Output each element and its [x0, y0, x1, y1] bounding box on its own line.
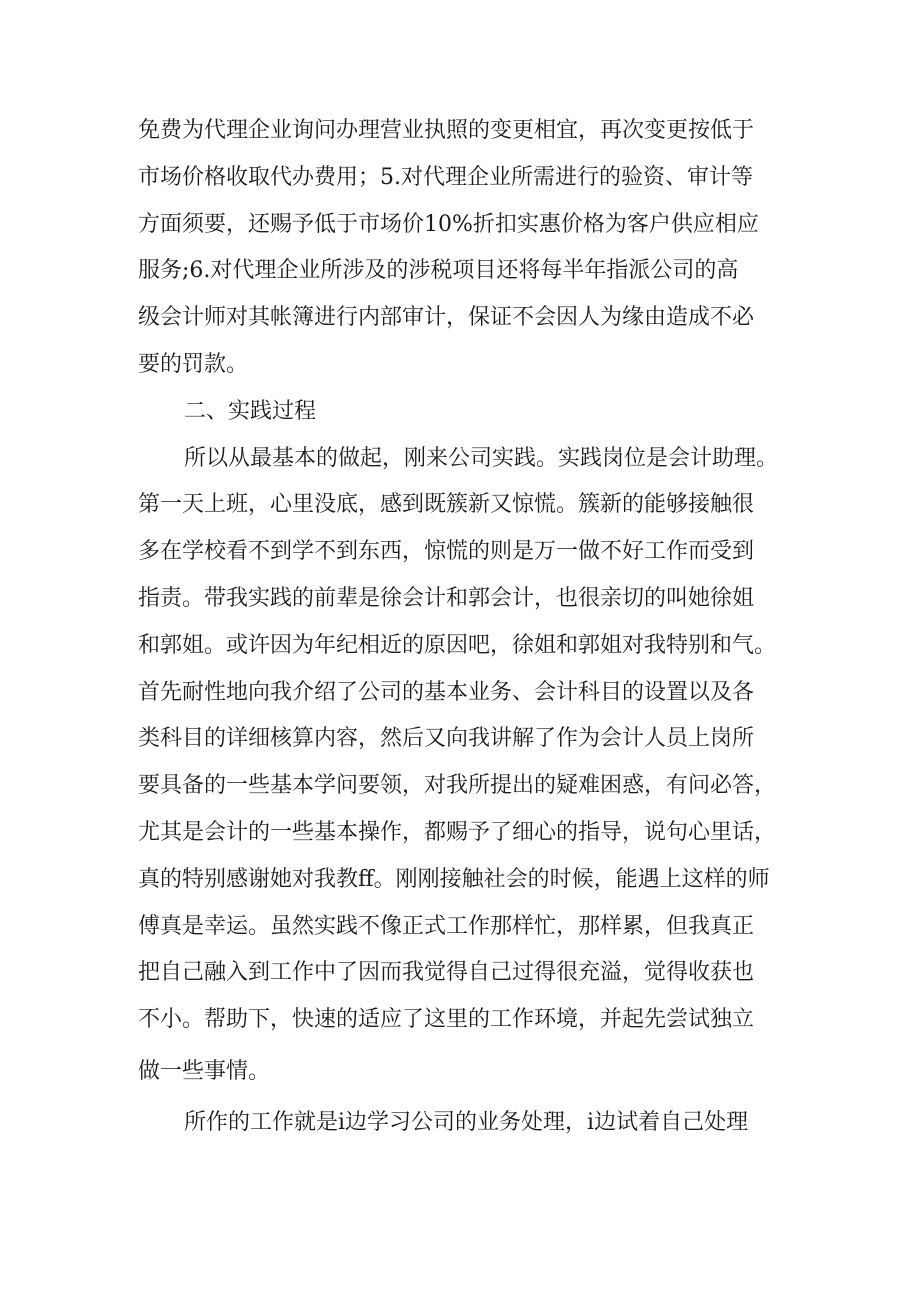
- text-line: 把自己融入到工作中了因而我觉得自己过得很充溢，觉得收获也: [138, 960, 755, 986]
- text-line: 多在学校看不到学不到东西，惊慌的则是万一做不好工作而受到: [138, 539, 755, 565]
- text-line: 指责。带我实践的前辈是徐会计和郭会计，也很亲切的叫她徐姐: [138, 585, 755, 611]
- text-line: 所以从最基本的做起，刚来公司实践。实践岗位是会计助理。: [184, 445, 779, 471]
- text-line: 要的罚款。: [138, 351, 249, 377]
- text-line: 免费为代理企业询问办理营业执照的变更相宜，再次变更按低于: [138, 118, 755, 143]
- text-line: 类科目的详细核算内容，然后又向我讲解了作为会计人员上岗所: [138, 726, 755, 752]
- text-line: 级会计师对其帐簿进行内部审计，保证不会因人为缘由造成不必: [138, 305, 755, 331]
- text-line: 首先耐性地向我介绍了公司的基本业务、会计科目的设置以及各: [138, 679, 755, 705]
- text-line: 尤其是会计的一些基本操作，都赐予了细心的指导，说句心里话，: [138, 819, 777, 845]
- text-line: 不小。帮助下，快速的适应了这里的工作环境，并起先尝试独立: [138, 1007, 755, 1033]
- text-line: 所作的工作就是i边学习公司的业务处理，i边试着自己处理: [184, 1109, 749, 1135]
- section-heading: 二、实践过程: [184, 398, 317, 424]
- text-line: 第一天上班，心里没底，感到既簇新又惊慌。簇新的能够接触很: [138, 492, 755, 518]
- text-line: 和郭姐。或许因为年纪相近的原因吧，徐姐和郭姐对我特别和气。: [138, 632, 777, 658]
- text-line: 傅真是幸运。虽然实践不像正式工作那样忙，那样累，但我真正: [138, 913, 755, 939]
- text-line: 真的特别感谢她对我教ff。刚刚接触社会的时候，能遇上这样的师: [138, 866, 770, 892]
- text-line: 方面须要，还赐予低于市场价10%折扣实惠价格为客户供应相应: [138, 211, 759, 237]
- text-line: 要具备的一些基本学问要领，对我所提出的疑难困惑，有问必答，: [138, 773, 777, 799]
- text-line: 市场价格收取代办费用；5.对代理企业所需进行的验资、审计等: [138, 164, 753, 190]
- text-line: 做一些事情。: [138, 1058, 271, 1084]
- text-line: 服务;6.对代理企业所涉及的涉税项目还将每半年指派公司的高: [138, 258, 739, 284]
- document-body: [138, 108, 798, 1147]
